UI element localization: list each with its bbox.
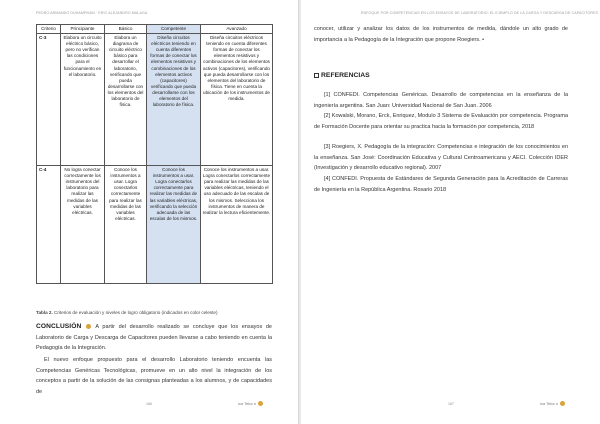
brand-text: ica Teka n [238,401,256,406]
table-header-row [37,25,273,34]
intro-paragraph: conocer, utilizar y analizar los datos de los instrumentos de medida, dándole un alto grado de importancia a la Pedagogía de la Integración que propone Roegiers. • [314,26,568,43]
page-number-left: 166 [146,402,152,406]
right-page [301,0,600,424]
brand-text: ica Teka n [540,401,558,406]
conclusion-heading: CONCLUSIÓN [36,323,82,330]
brand-right [540,401,565,406]
header-competente: Competente [147,25,201,34]
references-heading-text: REFERENCIAS [321,72,370,79]
reference-item: [2] Kowalski, Morano, Erck, Enriquez, Modulo 3 Sistema de Evaluación por competencia. Programa de Formación Docente para orientar su practica hacia la formación por competencia, 2018 [314,113,568,130]
running-head-right: ENFOQUE POR COMPETENCIAS EN LOS ENSAYOS DE LABORATORIO: EL EJEMPLO DE LA CARGA Y DESCARGA DE CAPACITORES [361,11,599,15]
caption-text: Criterios de evaluación y niveles de logro obligatorio (indicados en color celeste) [54,310,218,315]
table-row [37,166,273,284]
page-number-right: 167 [448,402,454,406]
table-cell-highlighted: Conoce los instrumentos a usar. Logra conectarlos correctamente para realizar las medidas de las variables eléctricas, verificando la selección adecuada de las escalas de los mismos. [147,166,201,284]
reference-item: [3] Roegiers, X. Pedagogía de la integración: Competencias e integración de los conocimientos en la enseñanza. San José: Coordinación Educativa y Cultural Centroamericana y AECI. Colección IDER (Investigación y desarrollo educativo regional). 2007 [314,144,568,172]
section-square-icon [314,73,319,78]
running-head-left: PEDRO ARMANDO DUHAMPMAN · ERIC ALEJANDRO MALAGA [36,11,148,15]
conclusion-paragraph [36,322,272,354]
criterion-cell: C-3 [37,34,61,166]
references-heading [314,72,370,79]
header-principiante: Principiante [61,25,105,34]
brand-left [238,401,263,406]
bullet-dot-icon [86,324,91,329]
table-cell-highlighted: Diseña circuitos eléctricos teniendo en cuenta diferentes formas de conectar los elementos resistivos y combinaciones de los elementos activos (capacitores) verificando que pueda desarrollarse con los elementos del laboratorio de física. [147,34,201,166]
table-cell: Elabora un circuito eléctrico básico, pero no verifican las condiciones para el funcionamiento en el laboratorio. [61,34,105,166]
table-cell: Conoce los instrumentos a usar. Logra conectarlos correctamente para realizar las medidas de las variables eléctricas, teniendo el uso adecuado de las escalas de los mismos. Selecciona los instrumentos de manera de realizar la lectura eficientemente. [201,166,273,284]
header-criterio: Criterio [37,25,61,34]
criterion-cell: C-4 [37,166,61,284]
paragraph-2: El nuevo enfoque propuesto para el desarrollo Laboratorio teniendo encuenta las Competencias Genéricas Tecnológicas, promueve en un alto nivel la integración de los conceptos a partir de la solución de las consignas planteadas a los alumnos, y de capacidades de [36,357,272,395]
table-row [37,34,273,166]
table-cell: Conoce los instrumentos a usar. Logra conectarlos correctamente para realizar las medidas de las variables eléctricas. [105,166,147,284]
header-basico: Básico [105,25,147,34]
header-avanzado: Avanzado [201,25,273,34]
table-cell: Elabora un diagrama de circuito eléctrico básico para desarrollar el laboratorio, verificando que pueda desarrollarse con los elementos del laboratorio de física. [105,34,147,166]
reference-item: [1] CONFEDI. Competencias Genéricas. Desarrollo de competencias en la enseñanza de la ingeniería argentina. San Juan: Universidad Nacional de San Juan. 2006 [314,92,568,109]
brand-logo-icon [560,401,565,406]
caption-label: Tabla 2. [36,310,53,315]
brand-logo-icon [258,401,263,406]
table-cell: No logra conectar correctamente los instrumentos del laboratorio para realizar las medidas de las variables eléctricas. [61,166,105,284]
left-page [0,0,299,424]
rubric-table [36,24,273,284]
table-cell: Diseña circuitos eléctricos teniendo en cuenta diferentes formas de conectar los elementos resistivos y combinaciones de los elementos activos (capacitores), verificando que pueda desarrollarse con los elementos del laboratorio de física. Tiene en cuenta la ubicación de los instrumentos de medida. [201,34,273,166]
reference-item: [4] CONFEDI. Propuesta de Estándares de Segunda Generación para la Acreditación de Carreras de Ingeniería en la República Argentina. Rosario 2018 [314,176,568,193]
conclusion-text: A partir del desarrollo realizado se concluye que los ensayos de Laboratorio de Carga y Descarga de Capacitores pueden llevarse a cabo teniendo en cuenta la Pedagogía de la Integración. [36,324,272,352]
table-caption [36,310,217,315]
